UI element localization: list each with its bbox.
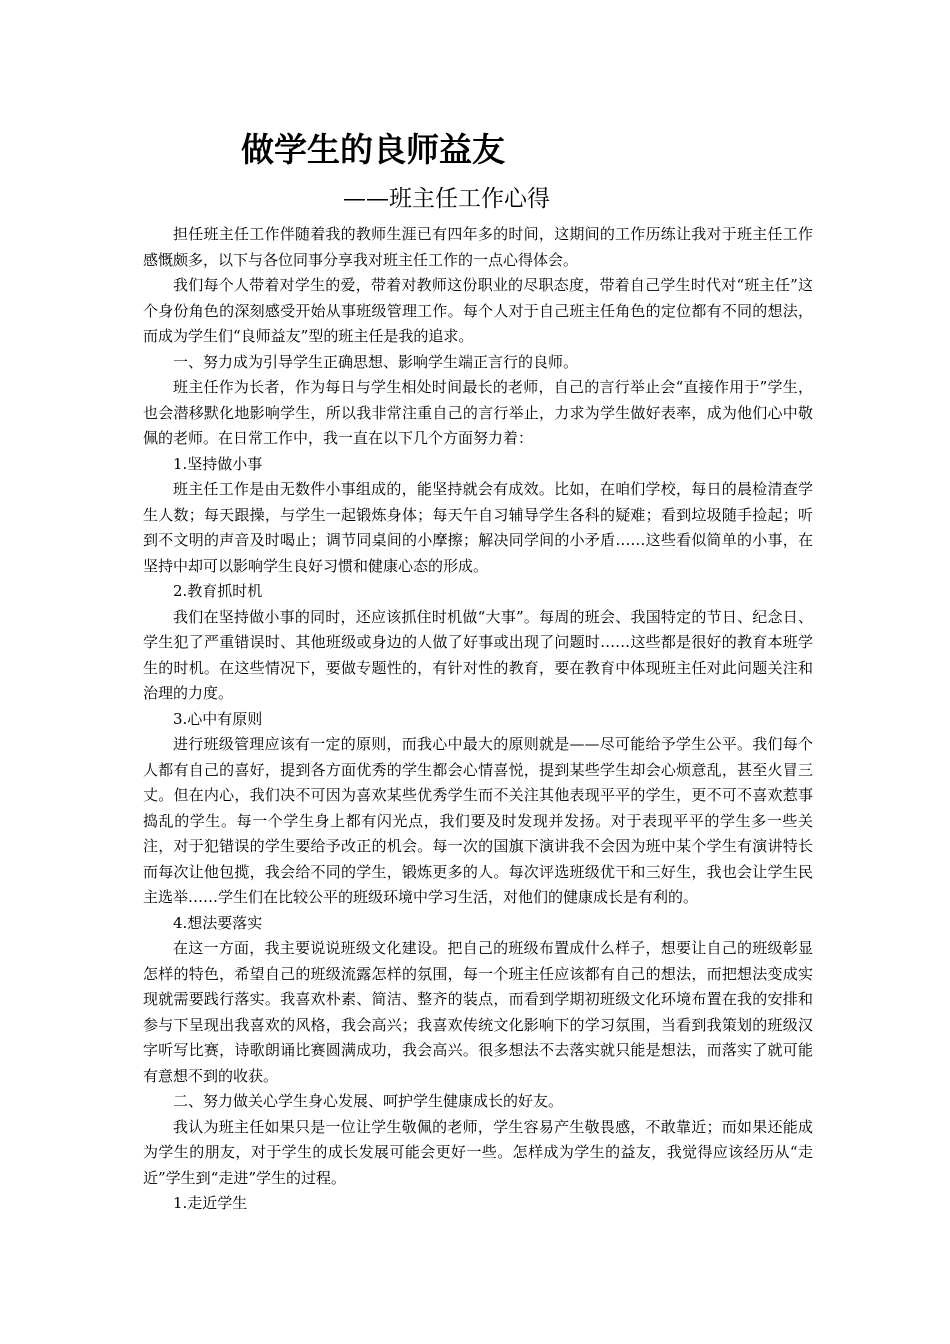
- subsection-heading: 2.教育抓时机: [173, 582, 263, 600]
- body-paragraph: 我们每个人带着对学生的爱，带着对教师这份职业的尽职态度，带着自己学生时代对“班主任”这个身份角色的深刻感受开始从事班级管理工作。每个人对于自己班主任角色的定位都有不同的想法，而成为学生们“良师益友”型的班主任是我的追求。: [143, 276, 813, 345]
- body-paragraph: 在这一方面，我主要说说班级文化建设。把自己的班级布置成什么样子，想要让自己的班级彰显怎样的特色，希望自己的班级流露怎样的氛围，每一个班主任应该都有自己的想法，而把想法变成实现就需要践行落实。我喜欢朴素、简洁、整齐的装点，而看到学期初班级文化环境布置在我的安排和参与下呈现出我喜欢的风格，我会高兴；我喜欢传统文化影响下的学习氛围，当看到我策划的班级汉字听写比赛，诗歌朗诵比赛圆满成功，我会高兴。很多想法不去落实就只能是想法，而落实了就可能有意想不到的收获。: [143, 939, 813, 1085]
- subsection-heading: 4.想法要落实: [173, 913, 263, 932]
- body-paragraph: 我认为班主任如果只是一位让学生敬佩的老师，学生容易产生敬畏感，不敢靠近；而如果还能成为学生的朋友，对于学生的成长发展可能会更好一些。怎样成为学生的益友，我觉得应该经历从“走近”学生到“走进”学生的过程。: [143, 1117, 813, 1187]
- body-paragraph: 班主任工作是由无数件小事组成的，能坚持就会有成效。比如，在咱们学校，每日的晨检清查学生人数；每天跟操，与学生一起锻炼身体；每天午自习辅导学生各科的疑难；看到垃圾随手捡起；听到不文明的声音及时喝止；调节同桌间的小摩擦；解决同学间的小矛盾……这些看似简单的小事，在坚持中却可以影响学生良好习惯和健康心态的形成。: [143, 480, 813, 575]
- document-body: [143, 222, 813, 1217]
- body-paragraph: 进行班级管理应该有一定的原则，而我心中最大的原则就是——尽可能给予学生公平。我们每个人都有自己的喜好，提到各方面优秀的学生都会心情喜悦，提到某些学生却会心烦意乱，甚至火冒三丈。但在内心，我们决不可因为喜欢某些优秀学生而不关注其他表现平平的学生，更不可不喜欢惹事捣乱的学生。每一个学生身上都有闪光点，我们要及时发现并发扬。对于表现平平的学生多一些关注，对于犯错误的学生要给予改正的机会。每一次的国旗下演讲我不会因为班中某个学生有演讲特长而每次让他包揽，我会给不同的学生，锻炼更多的人。每次评选班级优干和三好生，我也会让学生民主选举……学生们在比较公平的班级环境中学习生活，对他们的健康成长是有利的。: [143, 735, 813, 906]
- section-heading: 一、努力成为引导学生正确思想、影响学生端正言行的良师。: [173, 352, 579, 371]
- document-subtitle: ——班主任工作心得: [343, 186, 550, 212]
- intro-paragraph: 担任班主任工作伴随着我的教师生涯已有四年多的时间，这期间的工作历练让我对于班主任工作感慨颇多，以下与各位同事分享我对班主任工作的一点心得体会。: [143, 225, 813, 269]
- subsection-heading: 3.心中有原则: [173, 709, 263, 728]
- body-paragraph: 我们在坚持做小事的同时，还应该抓住时机做“大事”。每周的班会、我国特定的节日、纪念日、学生犯了严重错误时、其他班级或身边的人做了好事或出现了问题时……这些都是很好的教育本班学生的时机。在这些情况下，要做专题性的，有针对性的教育，要在教育中体现班主任对此问题关注和治理的力度。: [143, 607, 813, 702]
- subsection-heading: 1.走近学生: [173, 1194, 248, 1212]
- section-heading: 二、努力做关心学生身心发展、呵护学生健康成长的好友。: [173, 1092, 564, 1110]
- subsection-heading: 1.坚持做小事: [173, 454, 263, 473]
- body-paragraph: 班主任作为长者，作为每日与学生相处时间最长的老师，自己的言行举止会“直接作用于”学生，也会潜移默化地影响学生，所以我非常注重自己的言行举止，力求为学生做好表率，成为他们心中敬佩的老师。在日常工作中，我一直在以下几个方面努力着：: [143, 378, 813, 447]
- document-title: 做学生的良师益友: [241, 130, 505, 169]
